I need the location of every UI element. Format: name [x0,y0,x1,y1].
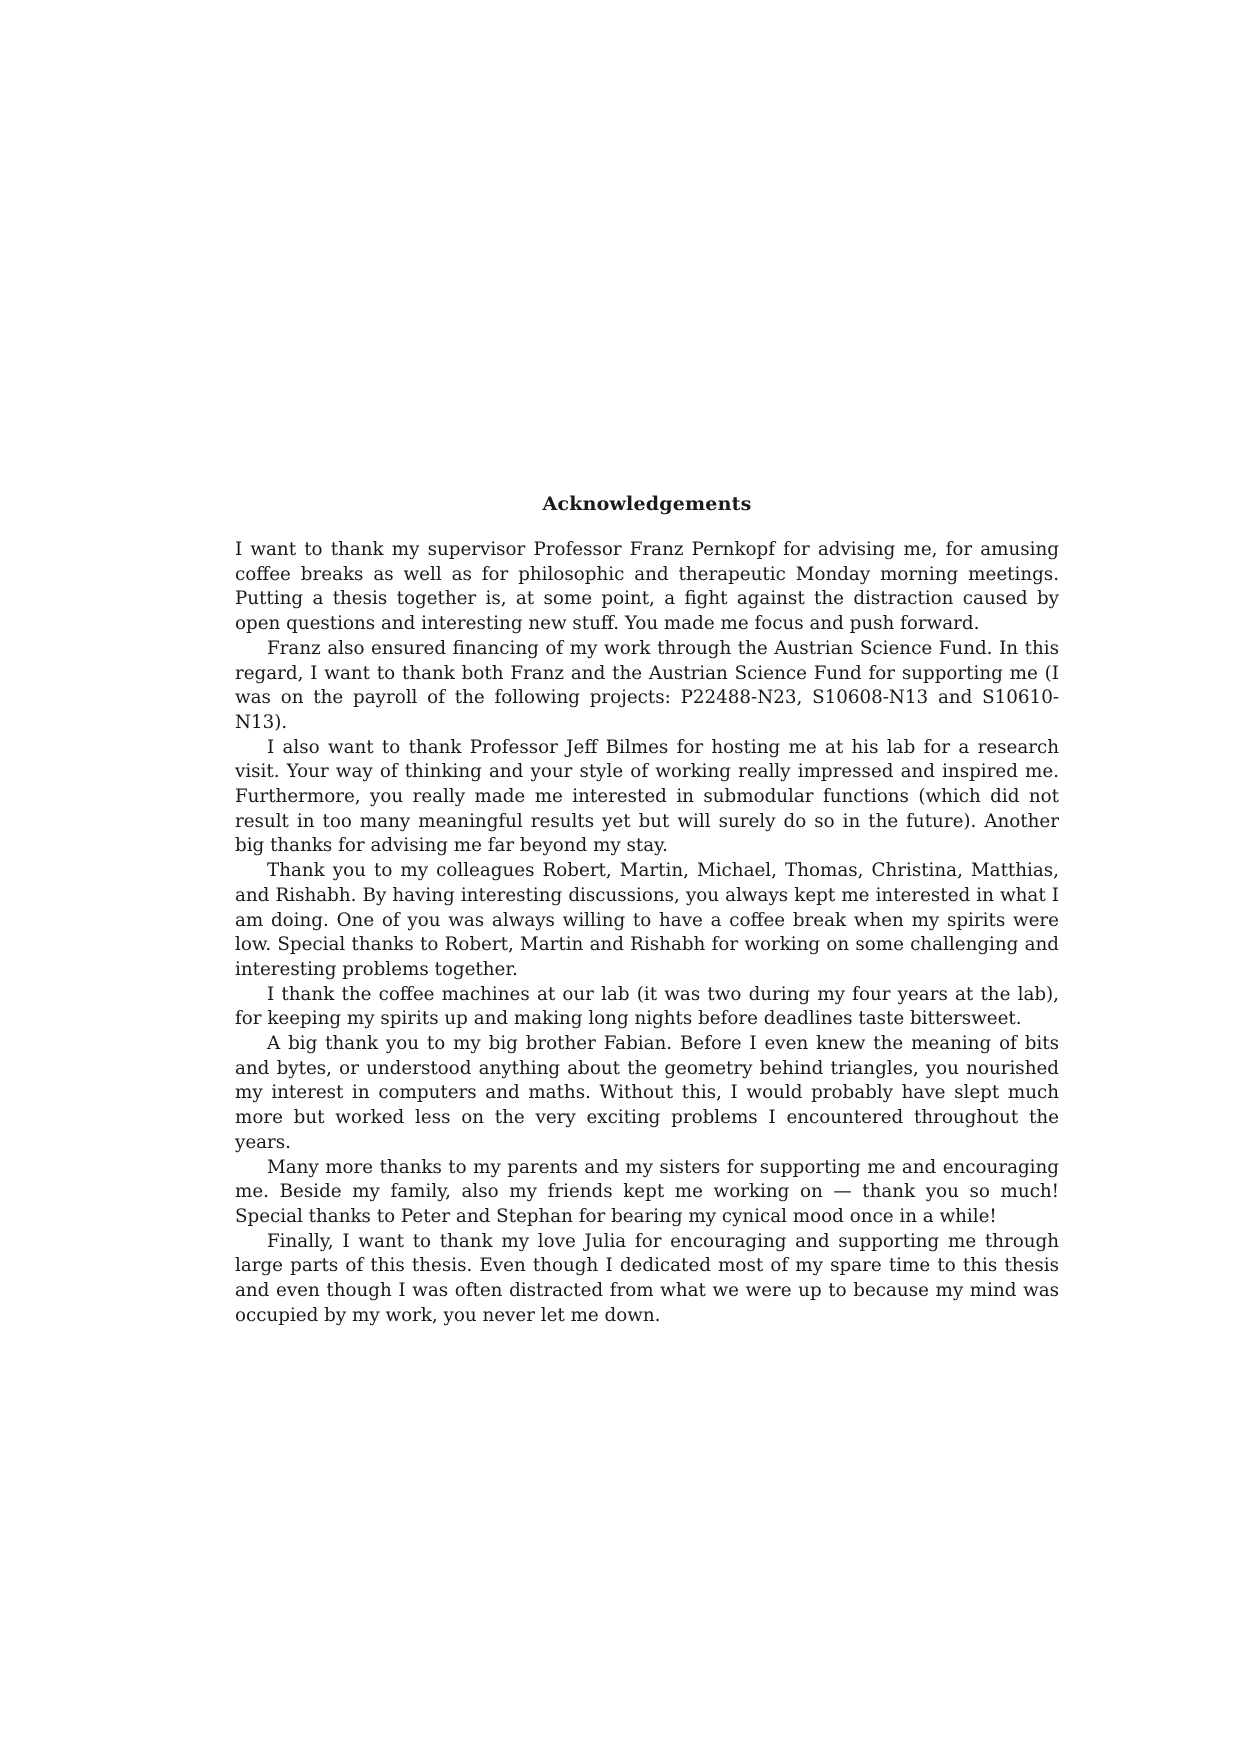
paragraph-family-friends: Many more thanks to my parents and my sisters for supporting me and encouraging me. Beside my family, also my friends kept me working on — thank you so much! Special thanks to Peter and Stephan for bearing my cynical mood once in a while! [235,1156,1059,1227]
paragraph-research-visit: I also want to thank Professor Jeff Bilmes for hosting me at his lab for a research visit. Your way of thinking and your style of working really impressed and inspired me. Furthermore, you really made me interested in submodular functions (which did not result in too many meaningful results yet but will surely do so in the future). Another big thanks for advising me far beyond my stay. [235,736,1059,857]
paragraph-julia: Finally, I want to thank my love Julia for encouraging and supporting me through large parts of this thesis. Even though I dedicated most of my spare time to this thesis and even though I was often distracted from what we were up to because my mind was occupied by my work, you never let me down. [235,1230,1059,1326]
section-title: Acknowledgements [542,493,752,515]
paragraph-supervisor: I want to thank my supervisor Professor Franz Pernkopf for advising me, for amusing coffee breaks as well as for philosophic and therapeutic Monday morning meetings. Putting a thesis together is, at some point, a fight against the distraction caused by open questions and interesting new stuff. You made me focus and push forward. [235,539,1059,635]
paragraph-funding: Franz also ensured financing of my work through the Austrian Science Fund. In this regard, I want to thank both Franz and the Austrian Science Fund for supporting me (I was on the payroll of the following projects: P22488-N23, S10608-N13 and S10610-N13). [235,637,1059,733]
acknowledgements-section [235,492,1059,1329]
paragraph-coffee-machines: I thank the coffee machines at our lab (it was two during my four years at the lab), for keeping my spirits up and making long nights before deadlines taste bittersweet. [235,983,1059,1030]
paragraph-colleagues: Thank you to my colleagues Robert, Martin, Michael, Thomas, Christina, Matthias, and Rishabh. By having interesting discussions, you always kept me interested in what I am doing. One of you was always willing to have a coffee break when my spirits were low. Special thanks to Robert, Martin and Rishabh for working on some challenging and interesting problems together. [235,860,1059,980]
paragraph-brother: A big thank you to my big brother Fabian. Before I even knew the meaning of bits and bytes, or understood anything about the geometry behind triangles, you nourished my interest in computers and maths. Without this, I would probably have slept much more but worked less on the very exciting problems I encountered throughout the years. [235,1033,1059,1153]
